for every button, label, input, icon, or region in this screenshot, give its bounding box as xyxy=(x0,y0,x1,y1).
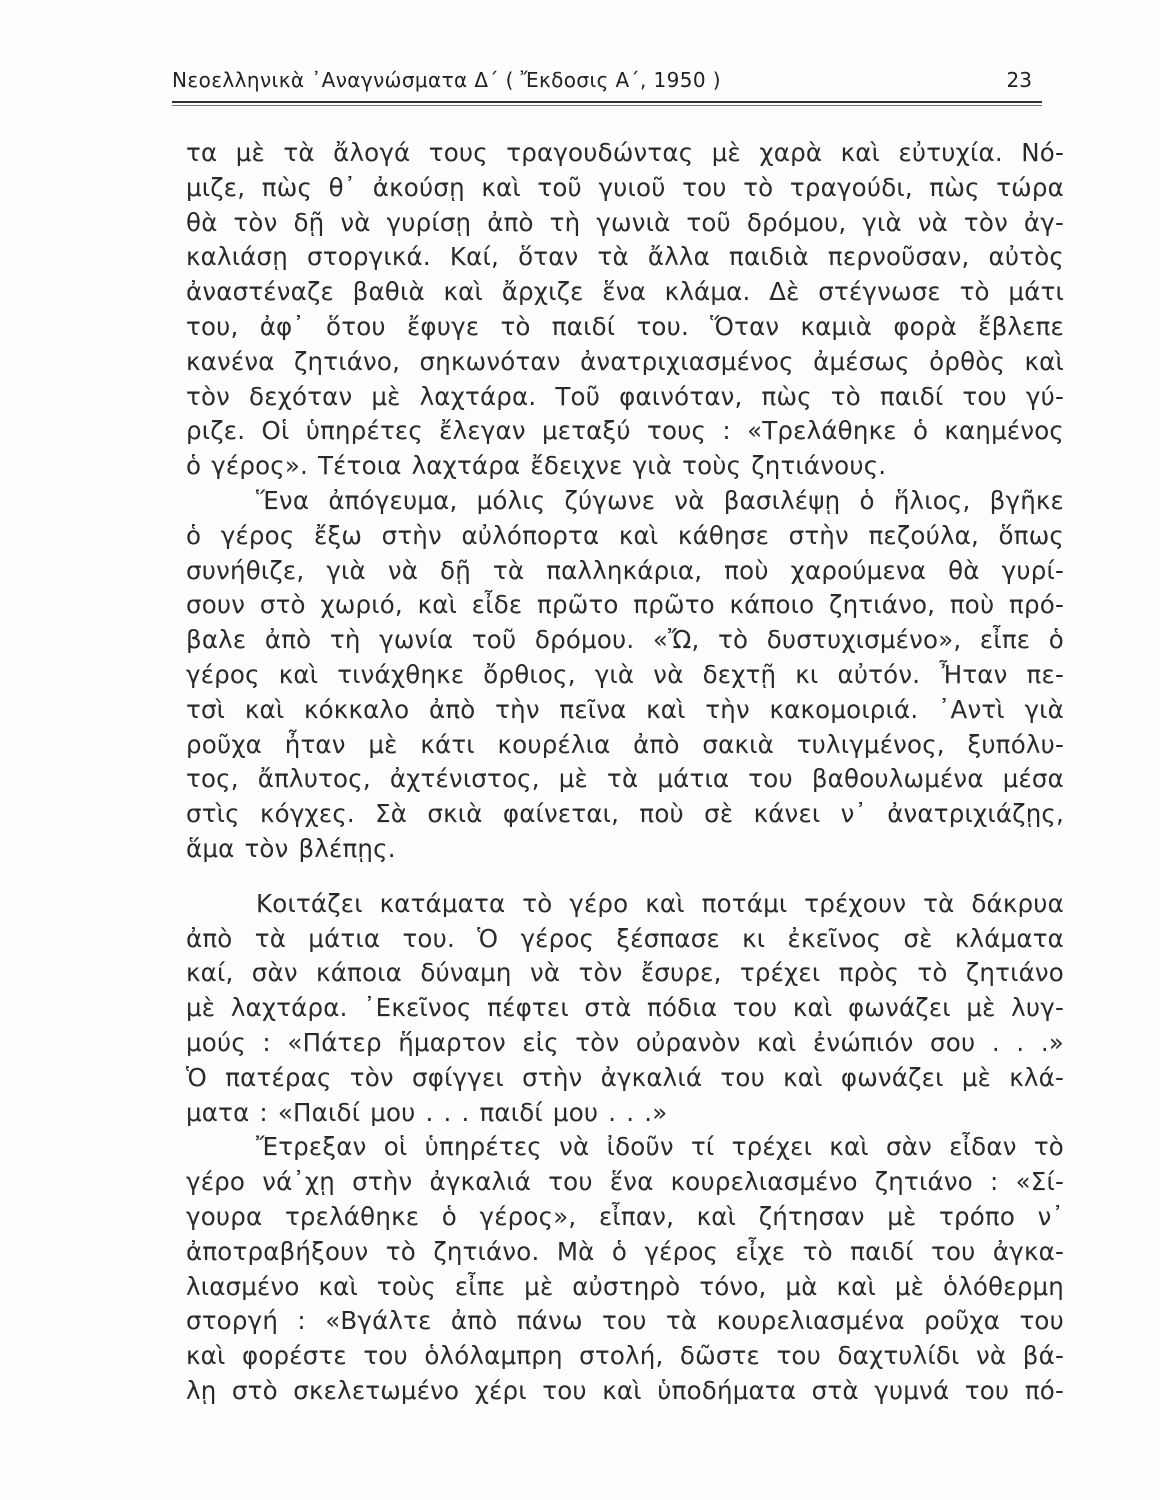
text-line: θὰ τὸν δῇ νὰ γυρίσῃ ἀπὸ τὴ γωνιὰ τοῦ δρόμου, γιὰ νὰ τὸν ἀγ- xyxy=(186,207,1064,237)
text-line: Κοιτάζει κατάματα τὸ γέρο καὶ ποτάμι τρέχουν τὰ δάκρυα xyxy=(256,888,1064,918)
text-line: ροῦχα ἦταν μὲ κάτι κουρέλια ἀπὸ σακιὰ τυλιγμένος, ξυπόλυ- xyxy=(186,729,1064,759)
text-line: ἀναστέναζε βαθιὰ καὶ ἄρχιζε ἕνα κλάμα. Δὲ στέγνωσε τὸ μάτι xyxy=(186,277,1064,307)
page-header xyxy=(172,60,1042,104)
text-line: ἅμα τὸν βλέπῃς. xyxy=(186,833,396,863)
text-line: συνήθιζε, γιὰ νὰ δῇ τὰ παλληκάρια, ποὺ χαρούμενα θὰ γυρί- xyxy=(186,555,1064,585)
text-line: γουρα τρελάθηκε ὁ γέρος», εἶπαν, καὶ ζήτησαν μὲ τρόπο ν᾿ xyxy=(186,1201,1064,1231)
text-line: μιζε, πὼς θ᾿ ἀκούσῃ καὶ τοῦ γυιοῦ του τὸ τραγούδι, πὼς τώρα xyxy=(186,172,1064,202)
text-line: ὁ γέρος». Τέτοια λαχτάρα ἔδειχνε γιὰ τοὺς ζητιάνους. xyxy=(186,451,887,481)
text-line: γέρος καὶ τινάχθηκε ὄρθιος, γιὰ νὰ δεχτῇ κι αὐτόν. Ἦταν πε- xyxy=(186,659,1064,689)
text-line: ὁ γέρος ἔξω στὴν αὐλόπορτα καὶ κάθησε στὴν πεζούλα, ὅπως xyxy=(186,520,1064,550)
text-line: τα μὲ τὰ ἄλογά τους τραγουδώντας μὲ χαρὰ καὶ εὐτυχία. Νό- xyxy=(186,138,1064,167)
text-line: μὲ λαχτάρα. ᾿Εκεῖνος πέφτει στὰ πόδια του καὶ φωνάζει μὲ λυγ- xyxy=(186,993,1064,1023)
text-line: σουν στὸ χωριό, καὶ εἶδε πρῶτο πρῶτο κάποιο ζητιάνο, ποὺ πρό- xyxy=(186,590,1064,620)
text-line: βαλε ἀπὸ τὴ γωνία τοῦ δρόμου. «Ὤ, τὸ δυστυχισμένο», εἶπε ὁ xyxy=(186,625,1064,655)
text-line: τος, ἄπλυτος, ἀχτένιστος, μὲ τὰ μάτια του βαθουλωμένα μέσα xyxy=(186,764,1064,794)
text-line: τσὶ καὶ κόκκαλο ἀπὸ τὴν πεῖνα καὶ τὴν κακομοιριά. ᾿Αντὶ γιὰ xyxy=(186,694,1064,724)
text-line: κανένα ζητιάνο, σηκωνόταν ἀνατριχιασμένος ἀμέσως ὀρθὸς καὶ xyxy=(186,346,1064,376)
text-line: Ἔτρεξαν οἱ ὑπηρέτες νὰ ἰδοῦν τί τρέχει καὶ σὰν εἶδαν τὸ xyxy=(256,1132,1064,1162)
text-line: ριζε. Οἱ ὑπηρέτες ἔλεγαν μεταξύ τους : «Τρελάθηκε ὁ καημένος xyxy=(186,416,1064,446)
text-line: λιασμένο καὶ τοὺς εἶπε μὲ αὐστηρὸ τόνο, μὰ καὶ μὲ ὁλόθερμη xyxy=(186,1271,1064,1301)
text-line: γέρο νά᾿χῃ στὴν ἀγκαλιά του ἕνα κουρελιασμένο ζητιάνο : «Σί- xyxy=(186,1167,1064,1197)
running-title: Νεοελληνικὰ ᾿Αναγνώσματα Δ΄ ( Ἔκδοσις Α΄, 1950 ) xyxy=(172,68,722,92)
text-line: καλιάσῃ στοργικά. Καί, ὅταν τὰ ἄλλα παιδιὰ περνοῦσαν, αὐτὸς xyxy=(186,242,1064,272)
text-line: ἀπὸ τὰ μάτια του. Ὁ γέρος ξέσπασε κι ἐκεῖνος σὲ κλάματα xyxy=(186,923,1064,953)
text-line: μούς : «Πάτερ ἥμαρτον εἰς τὸν οὐρανὸν καὶ ἐνώπιόν σου . . .» xyxy=(186,1027,1064,1057)
text-line: στοργή : «Βγάλτε ἀπὸ πάνω του τὰ κουρελιασμένα ροῦχα του xyxy=(186,1306,1064,1336)
text-line: ἀποτραβήξουν τὸ ζητιάνο. Μὰ ὁ γέρος εἶχε τὸ παιδί του ἀγκα- xyxy=(186,1236,1064,1266)
body-text xyxy=(186,136,1064,1409)
header-rule xyxy=(172,101,1042,103)
page-number: 23 xyxy=(1006,68,1032,92)
header-rule-thin xyxy=(172,105,1042,106)
text-line: του, ἀφ᾿ ὅτου ἔφυγε τὸ παιδί του. Ὅταν καμιὰ φορὰ ἔβλεπε xyxy=(186,311,1064,341)
text-line: Ἕνα ἀπόγευμα, μόλις ζύγωνε νὰ βασιλέψῃ ὁ ἥλιος, βγῆκε xyxy=(256,485,1064,515)
text-line: τὸν δεχόταν μὲ λαχτάρα. Τοῦ φαινόταν, πὼς τὸ παιδί του γύ- xyxy=(186,381,1064,411)
text-line: Ὁ πατέρας τὸν σφίγγει στὴν ἀγκαλιά του καὶ φωνάζει μὲ κλά- xyxy=(186,1062,1064,1092)
text-line: καί, σὰν κάποια δύναμη νὰ τὸν ἔσυρε, τρέχει πρὸς τὸ ζητιάνο xyxy=(186,958,1064,988)
text-line: ματα : «Παιδί μου . . . παιδί μου . . .» xyxy=(186,1097,668,1127)
text-line: λῃ στὸ σκελετωμένο χέρι του καὶ ὑποδήματα στὰ γυμνά του πό- xyxy=(186,1375,1064,1405)
text-line: καὶ φορέστε του ὁλόλαμπρη στολή, δῶστε του δαχτυλίδι νὰ βά- xyxy=(186,1341,1064,1371)
text-line: στὶς κόγχες. Σὰ σκιὰ φαίνεται, ποὺ σὲ κάνει ν᾿ ἀνατριχιάζῃς, xyxy=(186,799,1064,829)
